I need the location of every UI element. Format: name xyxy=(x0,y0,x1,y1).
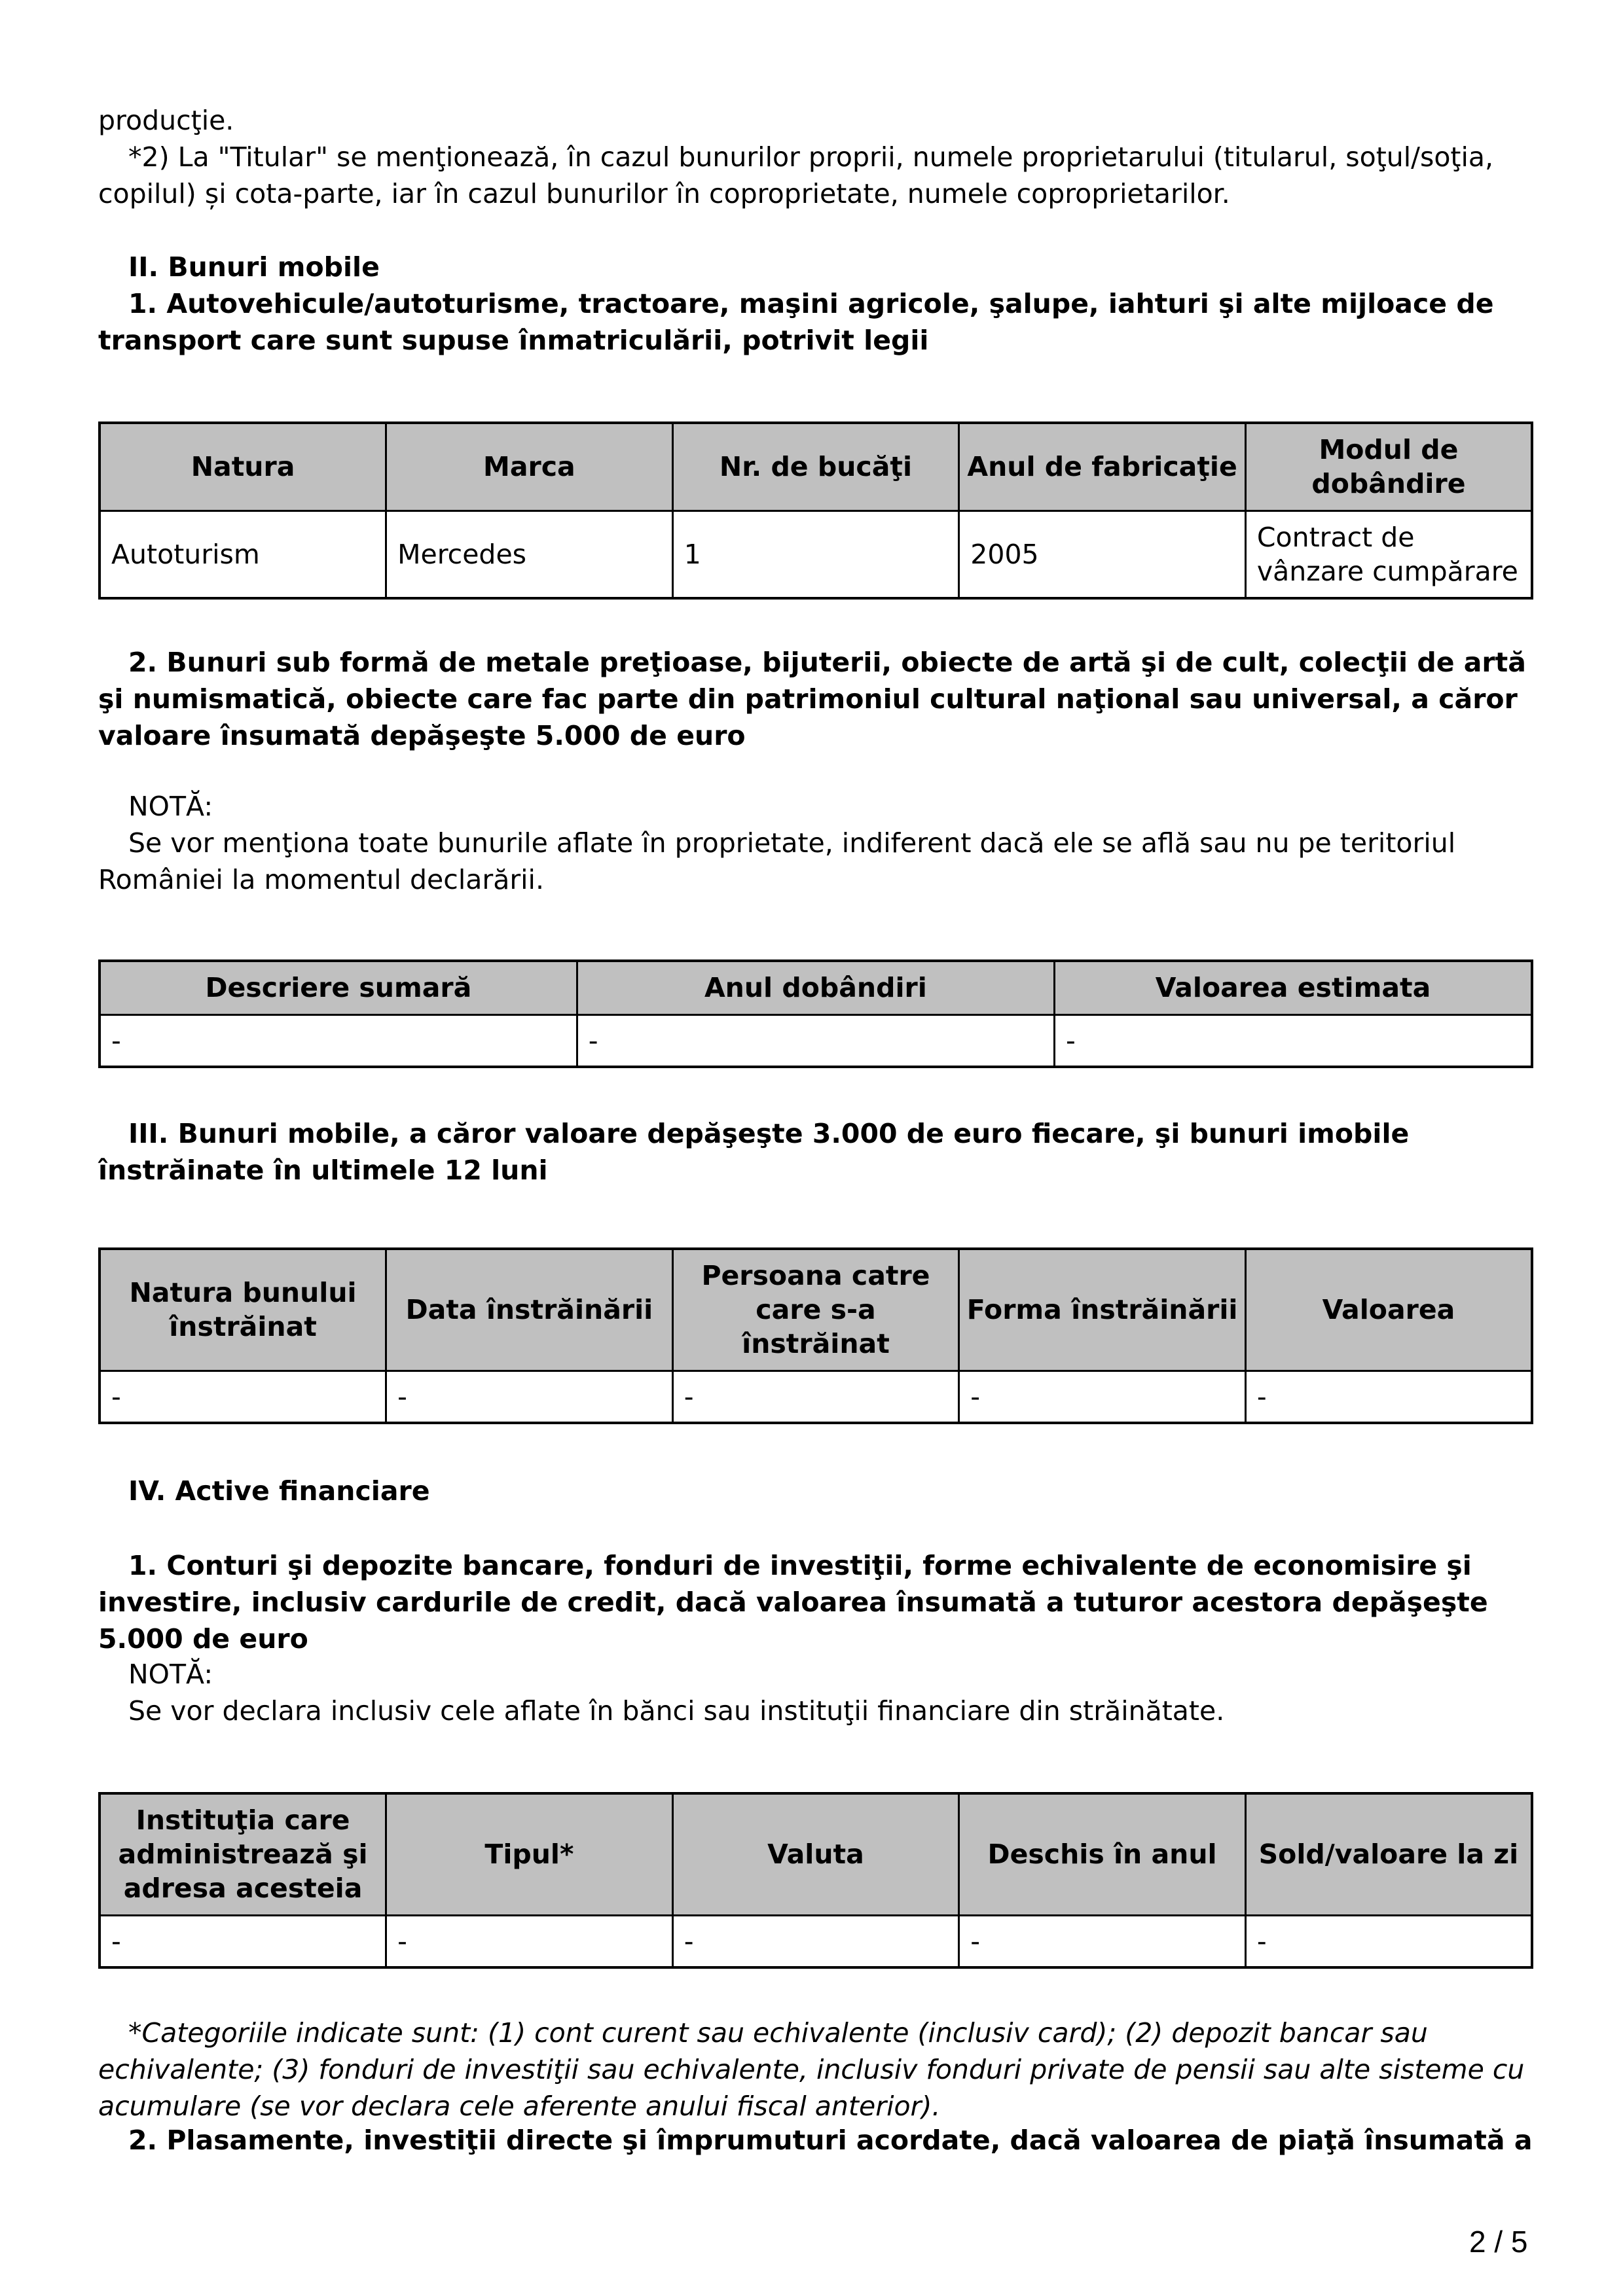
note-label: NOTĂ: xyxy=(128,1659,213,1690)
table-cell: - xyxy=(672,1915,959,1967)
column-header: Persoana catre care s-a înstrăinat xyxy=(672,1249,959,1371)
section-3-heading: III. Bunuri mobile, a căror valoare depăşeşte 3.000 de euro fiecare, şi bunuri imobile înstrăinate în ultimele 12 luni xyxy=(98,1118,1410,1186)
table-header-row xyxy=(100,961,1532,1014)
section-2-2-heading: 2. Bunuri sub formă de metale preţioase, bijuterii, obiecte de artă şi de cult, colecţii de artă şi numismatică, obiecte care fac parte din patrimoniul cultural naţional sau universal, a căror valoare însumată depăşeşte 5.000 de euro xyxy=(98,647,1526,751)
table-cell: - xyxy=(100,1371,386,1423)
column-header: Nr. de bucăţi xyxy=(672,423,959,511)
table-cell: Contract de vânzare cumpărare xyxy=(1245,511,1532,598)
column-header: Tipul* xyxy=(386,1793,673,1915)
table-cell: 2005 xyxy=(959,511,1246,598)
note-text: Se vor declara inclusiv cele aflate în bănci sau instituţii financiare din străinătate. xyxy=(128,1695,1225,1727)
intro-continuation: producţie. xyxy=(98,105,234,136)
table-row xyxy=(100,1915,1532,1967)
table-row xyxy=(100,511,1532,598)
table-row xyxy=(100,1014,1532,1067)
table-cell: - xyxy=(1245,1915,1532,1967)
column-header: Anul dobândiri xyxy=(577,961,1054,1014)
categories-footnote: *Categoriile indicate sunt: (1) cont curent sau echivalente (inclusiv card); (2) depozit bancar sau echivalente; (3) fonduri de investiţii sau echivalente, inclusiv fonduri private de pensii sau alte sisteme cu acumulare (se vor declara cele aferente anului fiscal anterior). xyxy=(98,2017,1525,2122)
table-cell: - xyxy=(959,1915,1246,1967)
table-header-row xyxy=(100,1249,1532,1371)
column-header: Forma înstrăinării xyxy=(959,1249,1246,1371)
table-cell: - xyxy=(672,1371,959,1423)
table-cell: Autoturism xyxy=(100,511,386,598)
table-cell: - xyxy=(577,1014,1054,1067)
section-4-2-heading: 2. Plasamente, investiţii directe şi împrumuturi acordate, dacă valoarea de piaţă însumată a xyxy=(128,2125,1533,2156)
table-cell: 1 xyxy=(672,511,959,598)
column-header: Data înstrăinării xyxy=(386,1249,673,1371)
column-header: Natura bunului înstrăinat xyxy=(100,1249,386,1371)
column-header: Valuta xyxy=(672,1793,959,1915)
section-2-heading: II. Bunuri mobile xyxy=(128,251,380,283)
table-cell: - xyxy=(386,1915,673,1967)
table-header-row xyxy=(100,423,1532,511)
table-header-row xyxy=(100,1793,1532,1915)
column-header: Sold/valoare la zi xyxy=(1245,1793,1532,1915)
column-header: Valoarea estimata xyxy=(1055,961,1533,1014)
table-cell: - xyxy=(1245,1371,1532,1423)
note-label: NOTĂ: xyxy=(128,791,213,822)
financial-accounts-table xyxy=(98,1792,1533,1969)
table-cell: Mercedes xyxy=(386,511,673,598)
table-cell: - xyxy=(959,1371,1246,1423)
column-header: Marca xyxy=(386,423,673,511)
section-4-heading: IV. Active financiare xyxy=(128,1475,430,1507)
table-cell: - xyxy=(100,1915,386,1967)
table-cell: - xyxy=(1055,1014,1533,1067)
column-header: Descriere sumară xyxy=(100,961,577,1014)
table-cell: - xyxy=(100,1014,577,1067)
valuables-table xyxy=(98,960,1533,1068)
section-2-1-heading: 1. Autovehicule/autoturisme, tractoare, maşini agricole, şalupe, iahturi şi alte mijloace de transport care sunt supuse înmatriculării, potrivit legii xyxy=(98,288,1494,356)
vehicles-table xyxy=(98,422,1533,600)
column-header: Anul de fabricaţie xyxy=(959,423,1246,511)
table-row xyxy=(100,1371,1532,1423)
column-header: Instituţia care administrează şi adresa acesteia xyxy=(100,1793,386,1915)
note-text: Se vor menţiona toate bunurile aflate în proprietate, indiferent dacă ele se află sau nu pe teritoriul României la momentul declarării. xyxy=(98,827,1456,895)
titular-note: *2) La "Titular" se menţionează, în cazul bunurilor proprii, numele proprietarului (titularul, soţul/soţia, copilul) și cota-parte, iar în cazul bunurilor în coproprietate, numele coproprietarilor. xyxy=(98,141,1494,209)
section-4-1-heading: 1. Conturi şi depozite bancare, fonduri de investiţii, forme echivalente de economisire şi investire, inclusiv cardurile de credit, dacă valoarea însumată a tuturor acestora depăşeşte 5.000 de euro xyxy=(98,1550,1488,1655)
column-header: Valoarea xyxy=(1245,1249,1532,1371)
column-header: Natura xyxy=(100,423,386,511)
table-cell: - xyxy=(386,1371,673,1423)
column-header: Deschis în anul xyxy=(959,1793,1246,1915)
column-header: Modul de dobândire xyxy=(1245,423,1532,511)
page-number: 2 / 5 xyxy=(1469,2225,1528,2259)
alienated-assets-table xyxy=(98,1247,1533,1424)
